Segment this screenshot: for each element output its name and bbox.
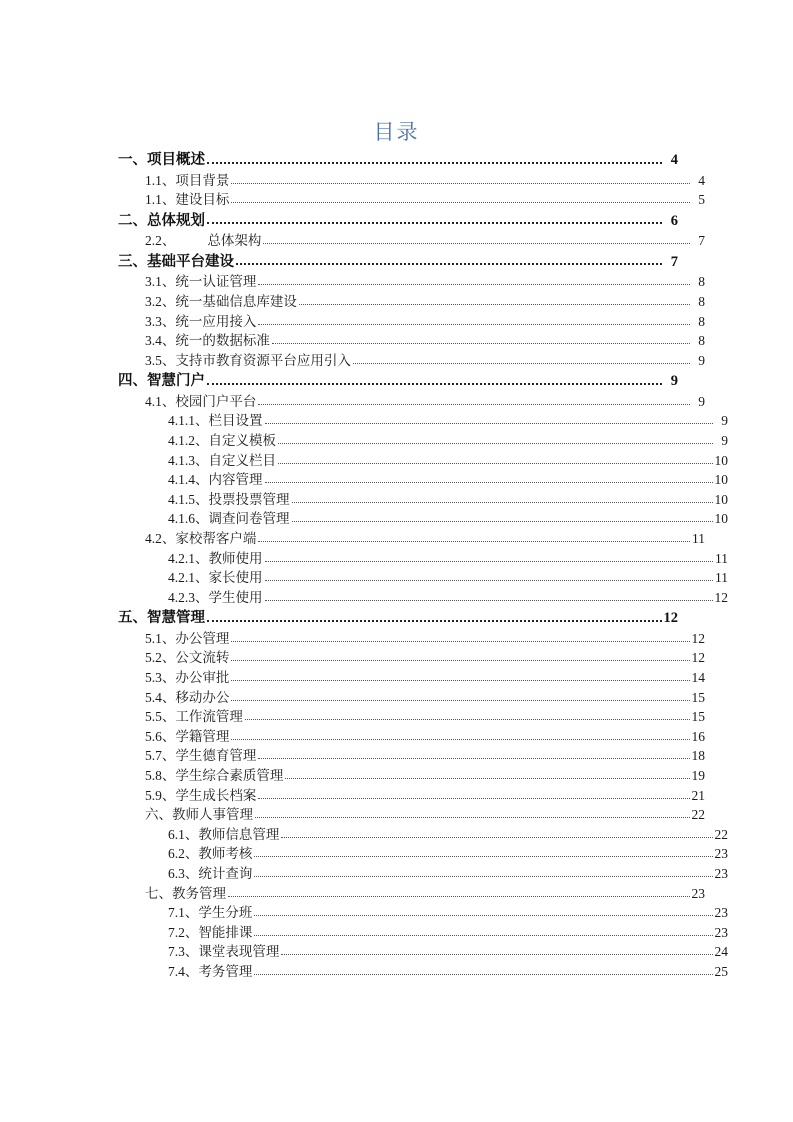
toc-page-number: 8: [698, 313, 705, 329]
toc-entry-label: 二、总体规划: [118, 212, 205, 229]
toc-page-number: 4: [698, 172, 705, 188]
toc-entry-label: 7.4、考务管理: [168, 963, 253, 979]
toc-page-number: 6: [670, 212, 678, 229]
toc-entry[interactable]: [145, 802, 705, 822]
toc-dot-leader: [278, 428, 713, 448]
toc-dot-leader: [265, 585, 713, 605]
toc-entry-label: 4.1.5、投票投票管理: [168, 491, 290, 507]
toc-page-number: 10: [714, 511, 728, 527]
toc-page-number: 19: [691, 768, 705, 784]
toc-dot-leader: [254, 920, 712, 940]
toc-dot-leader: [263, 228, 690, 248]
toc-page-number: 15: [691, 689, 705, 705]
toc-dot-leader: [258, 743, 689, 763]
toc-page-number: 22: [714, 826, 728, 842]
toc-entry[interactable]: [145, 289, 705, 309]
toc-entry[interactable]: [145, 665, 705, 685]
toc-dot-leader: [231, 168, 690, 188]
toc-entry[interactable]: [168, 585, 728, 605]
toc-entry[interactable]: [145, 783, 705, 803]
toc-dot-leader: [265, 467, 713, 487]
toc-page-number: 25: [714, 963, 728, 979]
toc-entry-label: 4.2.3、学生使用: [168, 589, 263, 605]
toc-page-number: 23: [714, 924, 728, 940]
toc-dot-leader: [228, 881, 690, 901]
toc-dot-leader: [207, 207, 662, 229]
toc-entry-label: 7.3、课堂表现管理: [168, 944, 280, 960]
toc-page-number: 4: [670, 152, 678, 168]
toc-entry-label: 4.2.1、家长使用: [168, 570, 263, 586]
toc-entry[interactable]: [168, 428, 728, 448]
toc-entry-label: 5.6、学籍管理: [145, 728, 230, 744]
toc-page-number: 23: [691, 885, 705, 901]
toc-entry-label: 5.7、学生德育管理: [145, 748, 257, 764]
toc-page-number: 24: [714, 944, 728, 960]
toc-entry-label: 四、智慧门户: [118, 373, 205, 390]
toc-entry[interactable]: [118, 604, 678, 626]
toc-entry[interactable]: [168, 506, 728, 526]
table-of-contents: [118, 146, 728, 979]
toc-entry[interactable]: [168, 448, 728, 468]
toc-dot-leader: [265, 546, 714, 566]
toc-entry-label: 4.1、校园门户平台: [145, 393, 257, 409]
toc-entry[interactable]: [168, 487, 728, 507]
toc-entry[interactable]: [168, 467, 728, 487]
toc-entry[interactable]: [168, 900, 728, 920]
toc-dot-leader: [258, 269, 690, 289]
toc-page-number: 11: [715, 570, 728, 586]
toc-page-number: 9: [721, 413, 728, 429]
toc-page-number: 12: [691, 630, 705, 646]
toc-dot-leader: [236, 248, 662, 270]
toc-dot-leader: [278, 448, 713, 468]
toc-entry[interactable]: [168, 822, 728, 842]
toc-dot-leader: [254, 959, 712, 979]
toc-dot-leader: [281, 939, 712, 959]
toc-page-number: 10: [714, 472, 728, 488]
toc-entry-label: 5.2、公文流转: [145, 650, 230, 666]
toc-page-number: 9: [698, 393, 705, 409]
toc-page-number: 8: [698, 333, 705, 349]
page-title: 目录: [373, 121, 420, 144]
toc-page-number: 15: [691, 709, 705, 725]
toc-entry[interactable]: [145, 269, 705, 289]
toc-entry[interactable]: [145, 228, 705, 248]
toc-dot-leader: [231, 645, 689, 665]
toc-entry[interactable]: [145, 187, 705, 207]
toc-entry-label: 5.8、学生综合素质管理: [145, 768, 284, 784]
toc-page-number: 22: [691, 807, 705, 823]
toc-page-number: 9: [698, 352, 705, 368]
toc-entry[interactable]: [168, 408, 728, 428]
toc-entry[interactable]: [168, 546, 728, 566]
toc-entry-label: 6.1、教师信息管理: [168, 826, 280, 842]
toc-entry-label: 4.1.2、自定义模板: [168, 433, 276, 449]
toc-entry-label: 一、项目概述: [118, 152, 205, 168]
toc-dot-leader: [281, 822, 712, 842]
toc-entry[interactable]: [145, 881, 705, 901]
toc-dot-leader: [231, 685, 689, 705]
toc-entry[interactable]: [168, 841, 728, 861]
toc-dot-leader: [258, 783, 689, 803]
toc-entry[interactable]: [118, 207, 678, 229]
toc-entry-label: 5.5、工作流管理: [145, 709, 243, 725]
toc-dot-leader: [258, 308, 690, 328]
toc-entry-label: 5.4、移动办公: [145, 689, 230, 705]
toc-page-number: 7: [698, 233, 705, 249]
toc-entry-label: 5.1、办公管理: [145, 630, 230, 646]
toc-entry-label: 4.1.4、内容管理: [168, 472, 263, 488]
toc-entry-label: 3.3、统一应用接入: [145, 313, 257, 329]
toc-dot-leader: [231, 626, 689, 646]
toc-dot-leader: [272, 328, 690, 348]
toc-entry-label: 5.9、学生成长档案: [145, 787, 257, 803]
toc-entry-label: 3.5、支持市教育资源平台应用引入: [145, 352, 351, 368]
toc-entry[interactable]: [145, 645, 705, 665]
toc-page-number: 11: [715, 550, 728, 566]
toc-entry-label: 3.4、统一的数据标准: [145, 333, 270, 349]
toc-page-number: 16: [691, 728, 705, 744]
toc-dot-leader: [353, 348, 690, 368]
toc-page-number: 5: [698, 192, 705, 208]
toc-dot-leader: [258, 526, 690, 546]
toc-entry[interactable]: [168, 939, 728, 959]
toc-dot-leader: [254, 841, 712, 861]
toc-page-number: 9: [670, 373, 678, 390]
toc-dot-leader: [245, 704, 690, 724]
toc-dot-leader: [231, 724, 689, 744]
toc-page-number: 18: [691, 748, 705, 764]
toc-dot-leader: [207, 146, 662, 168]
toc-entry[interactable]: [145, 308, 705, 328]
toc-entry-label: 5.3、办公审批: [145, 670, 230, 686]
toc-entry-label: 4.1.6、调查问卷管理: [168, 511, 290, 527]
toc-dot-leader: [254, 900, 712, 920]
toc-page-number: 8: [698, 274, 705, 290]
toc-entry[interactable]: [168, 565, 728, 585]
toc-page-number: 14: [691, 670, 705, 686]
toc-entry[interactable]: [145, 389, 705, 409]
toc-entry-label: 3.2、统一基础信息库建设: [145, 293, 297, 309]
toc-entry-label: 4.2.1、教师使用: [168, 550, 263, 566]
toc-entry[interactable]: [145, 685, 705, 705]
toc-entry-label: 2.2、 总体架构: [145, 233, 262, 249]
toc-page-number: 12: [714, 589, 728, 605]
toc-entry-label: 6.3、统计查询: [168, 866, 253, 881]
toc-entry[interactable]: [145, 763, 705, 783]
toc-entry-label: 六、教师人事管理: [145, 807, 253, 823]
toc-entry-label: 三、基础平台建设: [118, 253, 234, 270]
toc-dot-leader: [292, 506, 713, 526]
toc-dot-leader: [207, 367, 662, 389]
toc-page-number: 11: [692, 531, 705, 546]
toc-page-number: 12: [691, 650, 705, 666]
toc-dot-leader: [207, 604, 662, 626]
toc-page-number: 10: [714, 491, 728, 507]
toc-entry-label: 七、教务管理: [145, 885, 226, 901]
toc-entry-label: 1.1、项目背景: [145, 172, 230, 188]
toc-dot-leader: [231, 187, 690, 207]
toc-page-number: 23: [714, 846, 728, 862]
toc-entry[interactable]: [145, 328, 705, 348]
toc-entry[interactable]: [145, 724, 705, 744]
toc-entry[interactable]: [145, 348, 705, 368]
toc-entry-label: 4.1.1、栏目设置: [168, 413, 263, 429]
toc-entry-label: 4.1.3、自定义栏目: [168, 452, 276, 468]
toc-entry-label: 4.2、家校帮客户端: [145, 531, 257, 546]
toc-dot-leader: [231, 665, 689, 685]
toc-entry[interactable]: [168, 861, 728, 881]
toc-page-number: 21: [691, 787, 705, 803]
toc-entry[interactable]: [145, 526, 705, 546]
toc-page-number: 10: [714, 452, 728, 468]
toc-entry[interactable]: [118, 367, 678, 389]
toc-dot-leader: [258, 389, 690, 409]
toc-page-number: 8: [698, 293, 705, 309]
toc-dot-leader: [285, 763, 689, 783]
toc-entry-label: 五、智慧管理: [118, 610, 205, 627]
toc-entry[interactable]: [168, 920, 728, 940]
toc-entry-label: 7.2、智能排课: [168, 924, 253, 940]
toc-entry-label: 7.1、学生分班: [168, 905, 253, 921]
toc-dot-leader: [265, 408, 714, 428]
toc-entry-label: 3.1、统一认证管理: [145, 274, 257, 290]
toc-dot-leader: [292, 487, 713, 507]
toc-dot-leader: [254, 861, 712, 881]
toc-entry-label: 6.2、教师考核: [168, 846, 253, 862]
toc-page-number: 23: [714, 866, 728, 881]
toc-entry[interactable]: [118, 146, 678, 168]
toc-entry[interactable]: [168, 959, 728, 979]
toc-entry-label: 1.1、建设目标: [145, 192, 230, 208]
toc-entry[interactable]: [118, 248, 678, 270]
toc-page-number: 12: [663, 610, 678, 627]
toc-entry[interactable]: [145, 743, 705, 763]
toc-entry[interactable]: [145, 168, 705, 188]
toc-entry[interactable]: [145, 704, 705, 724]
toc-entry[interactable]: [145, 626, 705, 646]
toc-dot-leader: [299, 289, 690, 309]
toc-dot-leader: [255, 802, 690, 822]
toc-page-number: 7: [670, 253, 678, 270]
toc-dot-leader: [265, 565, 714, 585]
toc-page-number: 23: [714, 905, 728, 921]
toc-entry-label-tail: 总体架构: [207, 233, 262, 249]
toc-page-number: 9: [721, 433, 728, 449]
